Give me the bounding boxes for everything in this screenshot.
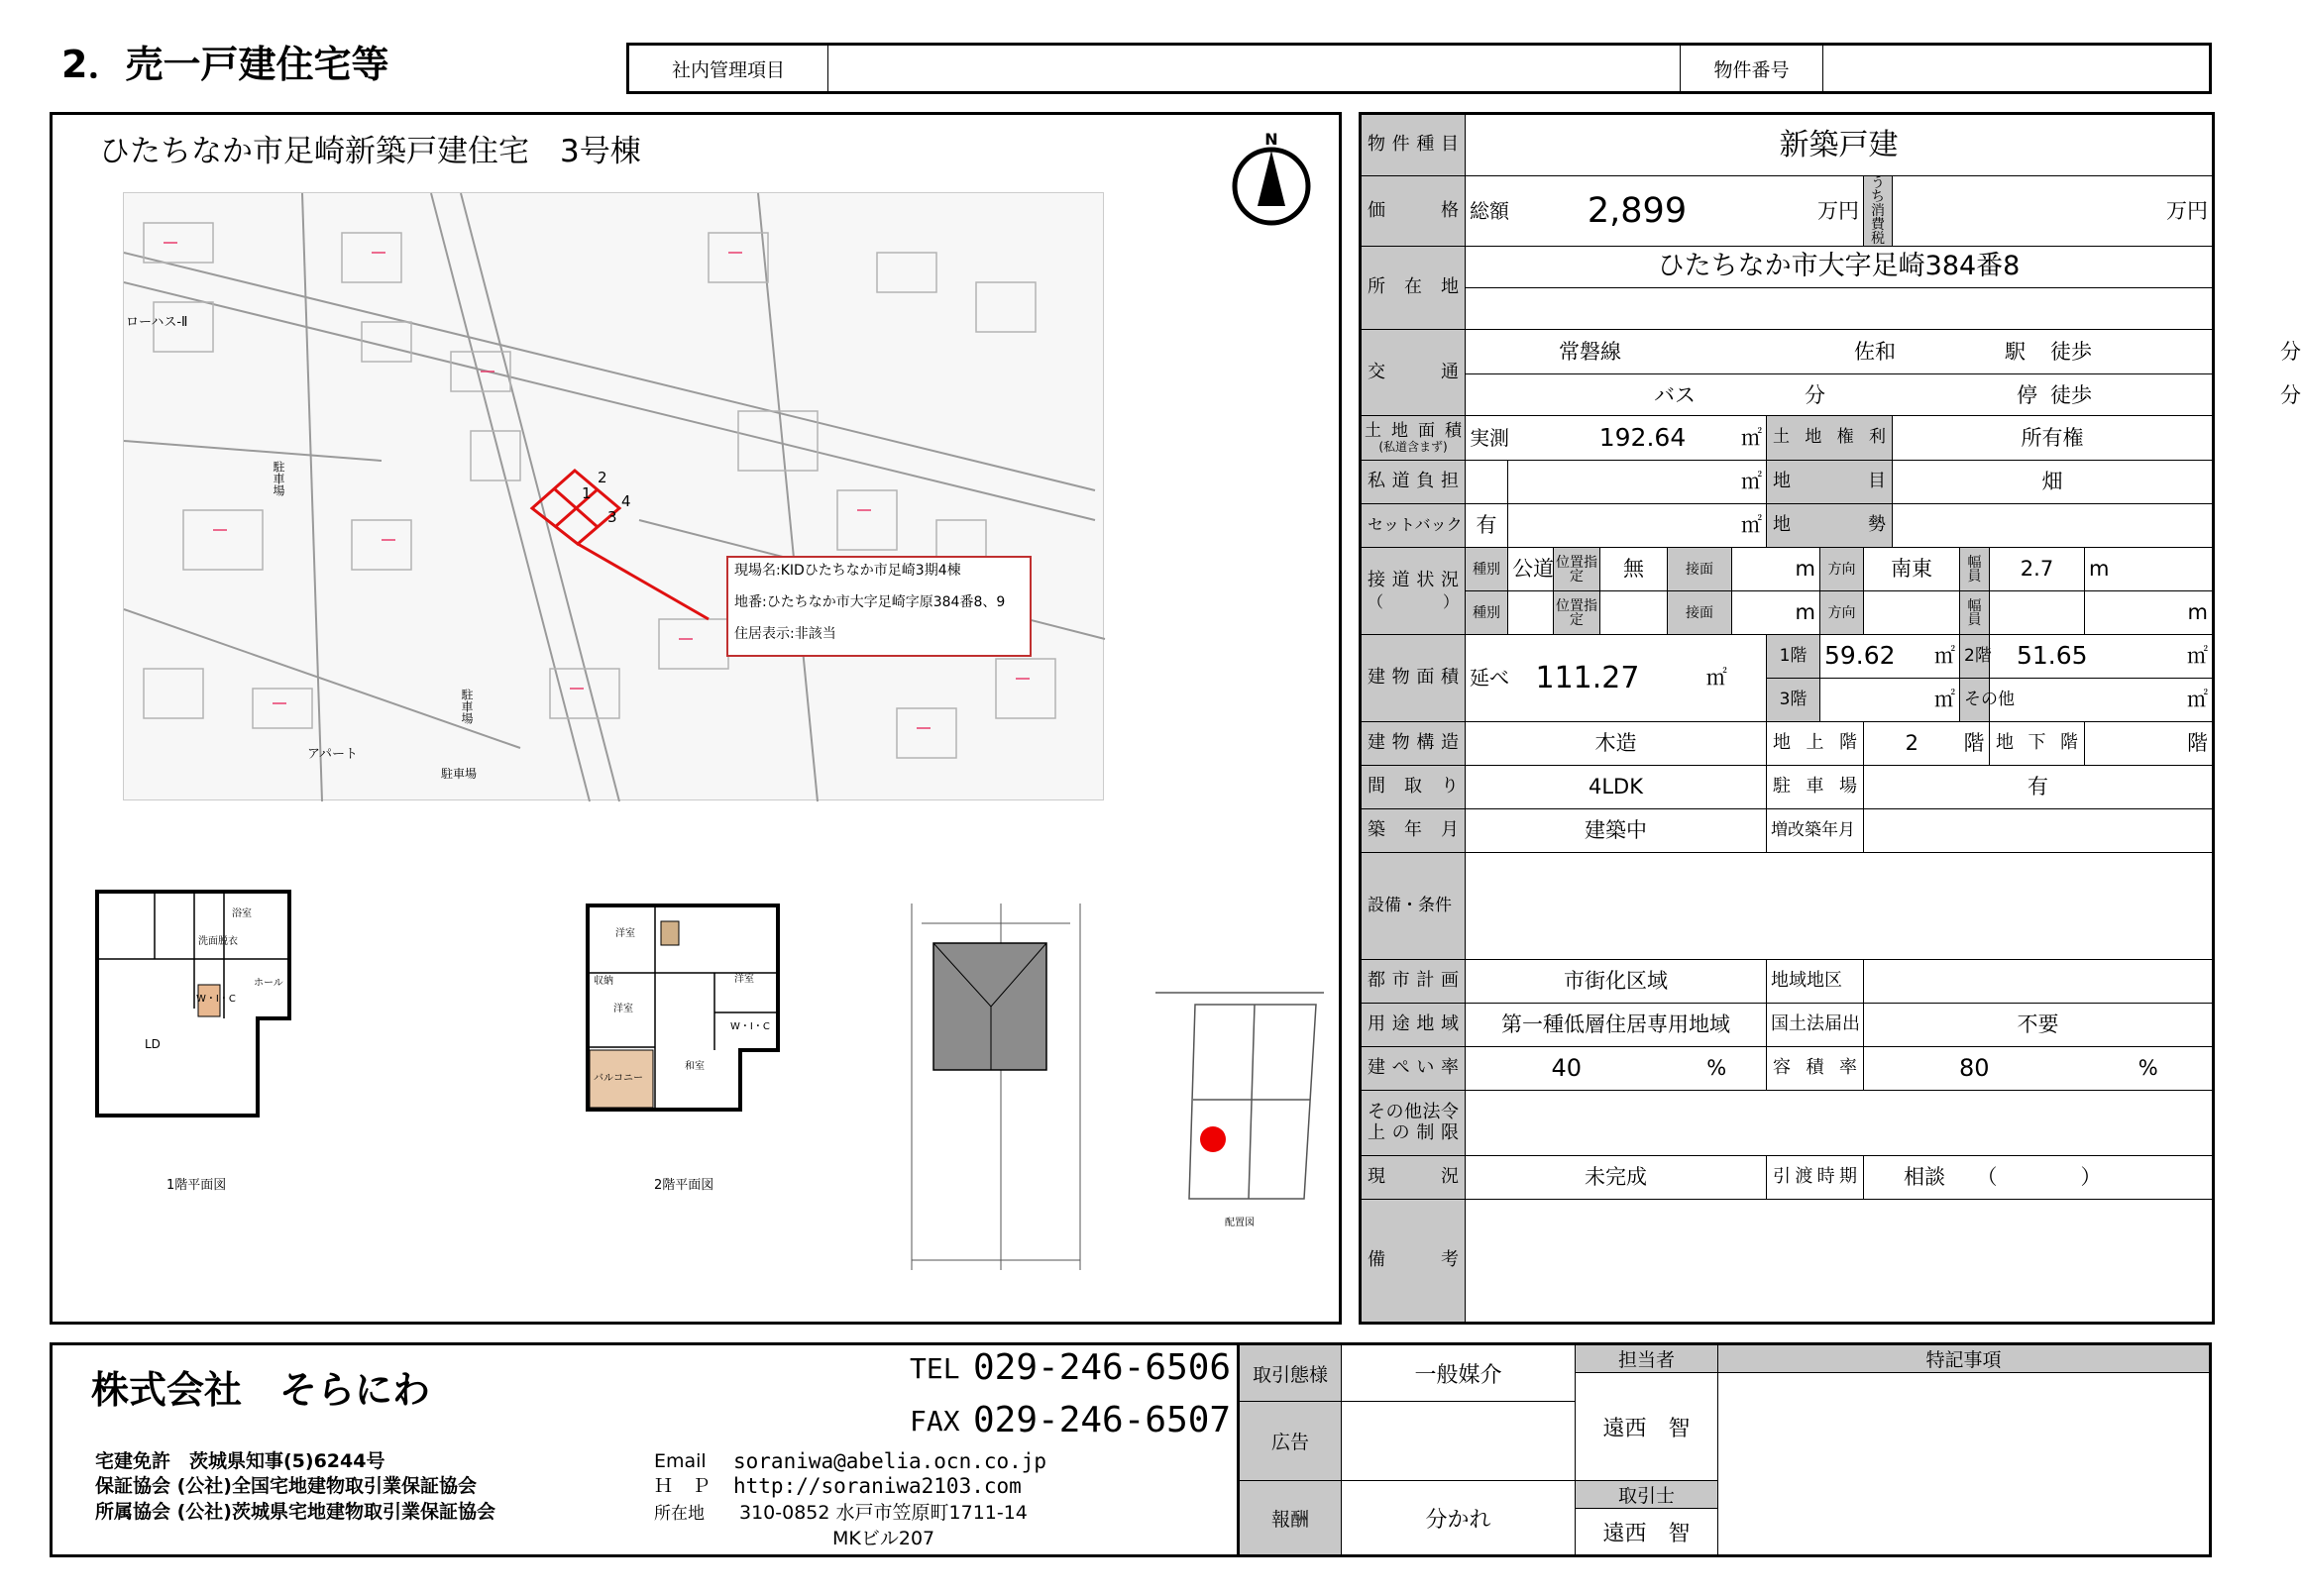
setback-unit: ㎡ xyxy=(1732,504,1767,548)
far-value: 80 xyxy=(1864,1047,2085,1091)
district-value xyxy=(1864,960,2214,1004)
below-label: 地下階 xyxy=(1990,722,2085,766)
f2-value: 51.65 xyxy=(1990,635,2115,679)
min-1: 分 xyxy=(2280,340,2301,364)
compass-icon xyxy=(1229,129,1314,228)
hp-url[interactable]: http://soraniwa2103.com xyxy=(733,1474,1022,1498)
addr-label: 所在地 xyxy=(654,1504,705,1524)
station-suffix: 駅 xyxy=(2005,340,2026,364)
land-area-value: 192.64 xyxy=(1554,416,1732,461)
setback-value: 有 xyxy=(1466,504,1508,548)
total-floor-label: 延べ xyxy=(1466,635,1508,722)
special-label: 特記事項 xyxy=(1718,1344,2211,1373)
road2-kind-label: 種別 xyxy=(1466,591,1508,635)
tax-value xyxy=(1893,176,2085,247)
f1-label: 1階 xyxy=(1767,635,1820,679)
road1-width-unit: m xyxy=(2085,548,2214,591)
other-law-label-2: 上の制限 xyxy=(1368,1121,1459,1143)
equip-value xyxy=(1466,853,2214,960)
total-floor-unit: ㎡ xyxy=(1668,635,1767,722)
f1-value: 59.62 xyxy=(1820,635,1893,679)
road1-shitei-value: 無 xyxy=(1600,548,1668,591)
left-heading: ひたちなか市足崎新築戸建住宅 3号棟 xyxy=(99,134,641,169)
mgmt-label: 社内管理項目 xyxy=(628,45,828,93)
notice-value: 不要 xyxy=(1864,1004,2214,1047)
room-hall: ホール xyxy=(254,978,283,989)
tax-label: うち消費税 xyxy=(1864,176,1893,247)
bus-min: 分 xyxy=(1805,382,1825,407)
walk-2: 徒歩 xyxy=(2050,382,2092,407)
road2-frontage-unit: m xyxy=(1732,591,1820,635)
road-paren: （ ） xyxy=(1368,591,1459,611)
city-plan-label: 都市計画 xyxy=(1361,960,1466,1004)
staff-label: 担当者 xyxy=(1576,1344,1718,1373)
road1-dir-value: 南東 xyxy=(1864,548,1960,591)
road2-width-value xyxy=(1990,591,2085,635)
price-value: 2,899 xyxy=(1508,176,1767,247)
ad-value xyxy=(1342,1402,1576,1481)
road2-dir-label: 方向 xyxy=(1820,591,1864,635)
district-label: 地域地区 xyxy=(1767,960,1864,1004)
min-2: 分 xyxy=(2280,382,2301,407)
room-bed2: 洋室 xyxy=(734,974,754,985)
member: 所属協会 (公社)茨城県宅地建物取引業保証協会 xyxy=(95,1501,495,1523)
renov-value xyxy=(1864,809,2214,853)
hp-label: Ｈ Ｐ xyxy=(654,1475,712,1497)
total-label: 総額 xyxy=(1466,176,1508,247)
room-ld: LD xyxy=(145,1037,161,1051)
road1-width-value: 2.7 xyxy=(1990,548,2085,591)
road2-width-unit: m xyxy=(2085,591,2214,635)
handover-value: 相談 （ ） xyxy=(1864,1156,2214,1200)
f1-unit: ㎡ xyxy=(1893,635,1960,679)
f2-label: 2階 xyxy=(1960,635,1990,679)
compass-n: N xyxy=(1264,130,1278,149)
other-floor-unit: ㎡ xyxy=(2115,679,2214,722)
room-wic2: W・I・C xyxy=(730,1021,770,1032)
callout-chiban: 地番:ひたちなか市大字足崎字原384番8、9 xyxy=(734,594,1006,610)
other-law-value xyxy=(1466,1091,2214,1156)
transaction-table xyxy=(1237,1342,2212,1557)
ad-label: 広告 xyxy=(1239,1402,1342,1481)
structure-label: 建物構造 xyxy=(1361,722,1466,766)
station-name: 佐和 xyxy=(1854,340,1896,364)
land-right-label: 土地権利 xyxy=(1767,416,1893,461)
callout-address: 住居表示:非該当 xyxy=(734,626,836,642)
above-label: 地上階 xyxy=(1767,722,1864,766)
dealer-value: 遠西 智 xyxy=(1576,1509,1718,1556)
special-value xyxy=(1718,1373,2211,1556)
addr-2: MKビル207 xyxy=(832,1528,935,1549)
parking-value: 有 xyxy=(1864,766,2214,809)
location-map xyxy=(123,192,1104,800)
staff-value: 遠西 智 xyxy=(1576,1373,1718,1481)
stop-label: 停 xyxy=(2017,382,2037,407)
road1-frontage-label: 接面 xyxy=(1668,548,1732,591)
equip-label: 設備・条件 xyxy=(1361,853,1466,960)
other-law-label-cell xyxy=(1361,1091,1466,1156)
deal-label: 取引態様 xyxy=(1239,1344,1342,1402)
chisei-value xyxy=(1893,504,2214,548)
type-value: 新築戸建 xyxy=(1466,114,2214,176)
chimoku-label: 地目 xyxy=(1767,461,1893,504)
f3-unit: ㎡ xyxy=(1893,679,1960,722)
transport-label: 交通 xyxy=(1361,330,1466,416)
price-label: 価格 xyxy=(1361,176,1466,247)
map-label-rohas: ローハス-Ⅱ xyxy=(126,315,188,330)
total-floor-value: 111.27 xyxy=(1508,635,1668,722)
road2-shitei-value xyxy=(1600,591,1668,635)
floorplan-2-caption: 2階平面図 xyxy=(654,1178,714,1193)
land-measure: 実測 xyxy=(1466,416,1554,461)
fax-label: FAX xyxy=(910,1405,960,1437)
above-unit: 階 xyxy=(1960,722,1990,766)
room-bed3: 洋室 xyxy=(613,1004,633,1014)
road1-shitei-label: 位置指定 xyxy=(1554,548,1600,591)
lot-plan xyxy=(1155,981,1324,1238)
road1-width-label: 幅員 xyxy=(1960,548,1990,591)
page-title: 2．売一戸建住宅等 xyxy=(61,43,389,86)
room-wic: W・I・C xyxy=(196,994,236,1005)
room-bath: 浴室 xyxy=(232,908,252,919)
mgmt-value xyxy=(828,45,1681,93)
fee-value: 分かれ xyxy=(1342,1481,1576,1556)
property-no-value xyxy=(1823,45,2211,93)
type-label: 物件種目 xyxy=(1361,114,1466,176)
private-road-label: 私道負担 xyxy=(1361,461,1466,504)
room-balcony: バルコニー xyxy=(594,1073,643,1084)
setback-area xyxy=(1508,504,1732,548)
zoning-value: 第一種低層住居専用地域 xyxy=(1466,1004,1767,1047)
road2-kind-value xyxy=(1508,591,1554,635)
property-no-label: 物件番号 xyxy=(1681,45,1823,93)
bcr-value: 40 xyxy=(1466,1047,1668,1091)
notice-label: 国土法届出 xyxy=(1767,1004,1864,1047)
status-value: 未完成 xyxy=(1466,1156,1767,1200)
map-callout xyxy=(726,556,1032,657)
structure-value: 木造 xyxy=(1466,722,1767,766)
bus-label: バス xyxy=(1654,382,1696,407)
land-right-value: 所有権 xyxy=(1893,416,2214,461)
deal-value: 一般媒介 xyxy=(1342,1344,1576,1402)
tel-label: TEL xyxy=(910,1352,960,1385)
addr: 310-0852 水戸市笠原町1711-14 xyxy=(739,1502,1028,1524)
built-label: 築年月 xyxy=(1361,809,1466,853)
parking-label: 駐車場 xyxy=(1767,766,1864,809)
road2-width-label: 幅員 xyxy=(1960,591,1990,635)
far-unit: % xyxy=(2085,1047,2214,1091)
renov-label: 増改築年月 xyxy=(1767,809,1864,853)
setback-label: セットバック xyxy=(1361,504,1466,548)
remarks-label: 備考 xyxy=(1361,1200,1466,1324)
license: 宅建免許 茨城県知事(5)6244号 xyxy=(95,1450,385,1472)
below-unit: 階 xyxy=(2085,722,2214,766)
road1-kind-value: 公道 xyxy=(1508,548,1554,591)
company-name: 株式会社 そらにわ xyxy=(91,1368,431,1412)
room-bed1: 洋室 xyxy=(615,928,635,939)
tel-number: 029-246-6506 xyxy=(973,1347,1232,1388)
other-floor-label: その他 xyxy=(1960,679,1990,722)
callout-site: 現場名:KIDひたちなか市足崎3期4棟 xyxy=(734,563,961,579)
lot-4: 4 xyxy=(621,492,631,510)
email-label: Email xyxy=(654,1450,707,1472)
fee-label: 報酬 xyxy=(1239,1481,1342,1556)
private-road-value xyxy=(1508,461,1732,504)
chimoku-value: 畑 xyxy=(1893,461,2214,504)
above-value: 2 xyxy=(1864,722,1960,766)
map-label-parking2: 駐車場 xyxy=(460,689,474,724)
layout-label: 間取り xyxy=(1361,766,1466,809)
email[interactable]: soraniwa@abelia.ocn.co.jp xyxy=(733,1449,1047,1473)
land-area-unit: ㎡ xyxy=(1732,416,1767,461)
private-road-blank xyxy=(1466,461,1508,504)
road2-frontage-label: 接面 xyxy=(1668,591,1732,635)
handover-label: 引渡時期 xyxy=(1767,1156,1864,1200)
bcr-unit: % xyxy=(1668,1047,1767,1091)
control-table xyxy=(626,43,2212,94)
land-area-sub: (私道含まず) xyxy=(1378,439,1448,454)
bcr-label: 建ぺい率 xyxy=(1361,1047,1466,1091)
lot-1: 1 xyxy=(582,484,592,502)
land-area-label-cell xyxy=(1361,416,1466,461)
floorplan-1 xyxy=(95,890,293,1117)
road1-frontage-unit: m xyxy=(1732,548,1820,591)
chisei-label: 地勢 xyxy=(1767,504,1893,548)
road-label: 接道状況 xyxy=(1368,570,1459,591)
layout-value: 4LDK xyxy=(1466,766,1767,809)
room-wash: 洗面脱衣 xyxy=(198,936,238,947)
fax-number: 029-246-6507 xyxy=(973,1400,1232,1440)
map-label-parking1: 駐車場 xyxy=(272,461,285,496)
location-value: ひたちなか市大字足崎384番8 xyxy=(1466,247,2214,288)
land-area-label: 土地面積 xyxy=(1365,421,1462,442)
road1-kind-label: 種別 xyxy=(1466,548,1508,591)
road2-dir-value xyxy=(1864,591,1960,635)
price-unit: 万円 xyxy=(1767,176,1864,247)
road2-shitei-label: 位置指定 xyxy=(1554,591,1600,635)
f3-value xyxy=(1820,679,1893,722)
f3-label: 3階 xyxy=(1767,679,1820,722)
floorplan-1-caption: 1階平面図 xyxy=(166,1178,227,1193)
guarantee: 保証協会 (公社)全国宅地建物取引業保証協会 xyxy=(95,1475,477,1497)
location-value-2 xyxy=(1466,288,2214,330)
map-label-parking3: 駐車場 xyxy=(441,767,478,781)
far-label: 容積率 xyxy=(1767,1047,1864,1091)
road-label-cell xyxy=(1361,548,1466,635)
tax-unit: 万円 xyxy=(2085,176,2214,247)
private-road-unit: ㎡ xyxy=(1732,461,1767,504)
lot-plan-caption: 配置図 xyxy=(1225,1218,1255,1228)
remarks-value xyxy=(1466,1200,2214,1324)
walk-1: 徒歩 xyxy=(2050,340,2092,364)
building-area-label: 建物面積 xyxy=(1361,635,1466,722)
built-value: 建築中 xyxy=(1466,809,1767,853)
site-plan xyxy=(892,904,1090,1280)
property-spec-table xyxy=(1359,112,2301,1325)
road1-dir-label: 方向 xyxy=(1820,548,1864,591)
floorplan-2 xyxy=(586,904,780,1112)
map-label-apart: アパート xyxy=(307,747,358,762)
zoning-label: 用途地域 xyxy=(1361,1004,1466,1047)
location-label: 所在地 xyxy=(1361,247,1466,330)
line-name: 常磐線 xyxy=(1559,340,1621,364)
room-storage: 収納 xyxy=(594,976,613,987)
dealer-label: 取引士 xyxy=(1576,1481,1718,1509)
f2-unit: ㎡ xyxy=(2115,635,2214,679)
lot-2: 2 xyxy=(598,469,607,486)
city-plan-value: 市街化区域 xyxy=(1466,960,1767,1004)
room-bed4: 和室 xyxy=(685,1061,705,1072)
status-label: 現況 xyxy=(1361,1156,1466,1200)
other-law-label-1: その他法令 xyxy=(1368,1101,1459,1122)
lot-3: 3 xyxy=(607,508,617,526)
